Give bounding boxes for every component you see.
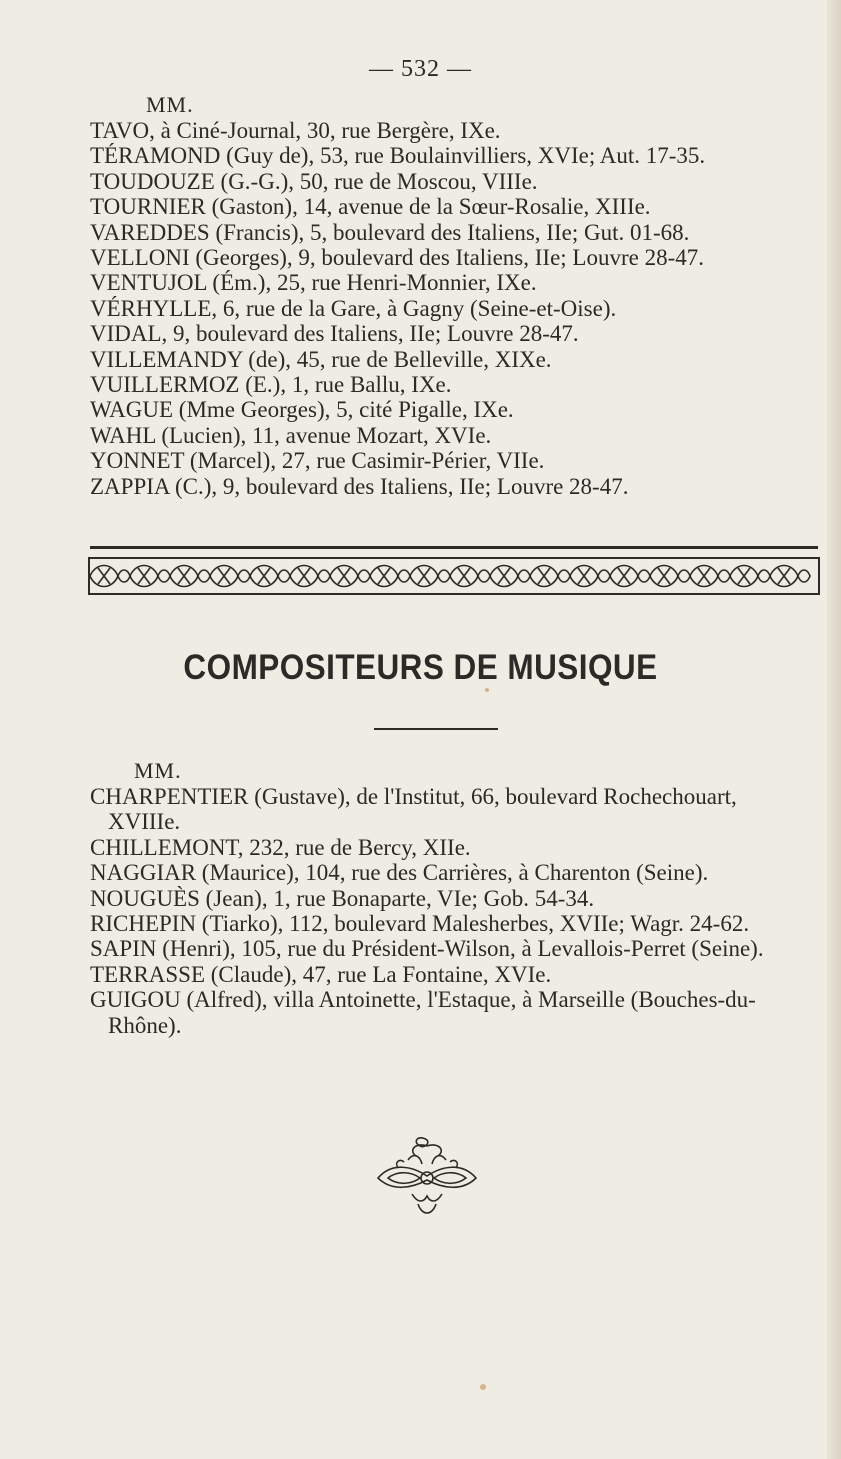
entry-text: NOUGUÈS (Jean), 1, rue Bonaparte, VIe; Gob. 54-34. xyxy=(90,885,595,911)
entry-text: SAPIN (Henri), 105, rue du Président-Wilson, à Levallois-Perret (Seine). xyxy=(90,936,764,962)
paper-spot xyxy=(480,1384,486,1390)
top-rule xyxy=(90,546,818,549)
directory-entry xyxy=(90,860,825,885)
page-number: — 532 — xyxy=(369,56,472,82)
directory-entry xyxy=(90,962,825,987)
directory-entry: ZAPPIA (C.), 9, boulevard des Italiens, IIe; Louvre 28-47. xyxy=(90,473,629,499)
directory-entry: TOUDOUZE (G.-G.), 50, rue de Moscou, VIIIe. xyxy=(90,168,538,194)
entry-text: TERRASSE (Claude), 47, rue La Fontaine, XVIe. xyxy=(90,961,552,987)
ornamental-border xyxy=(88,556,820,596)
page-edge xyxy=(827,0,841,1459)
directory-entry xyxy=(90,784,825,835)
entry-text: CHARPENTIER (Gustave), de l'Institut, 66, boulevard Rochechouart, xyxy=(90,784,737,809)
directory-entry xyxy=(90,936,825,961)
directory-entry: VÉRHYLLE, 6, rue de la Gare, à Gagny (Seine-et-Oise). xyxy=(90,295,617,321)
heading-underline xyxy=(374,728,498,730)
paper-spot xyxy=(485,688,489,692)
directory-entry: WAGUE (Mme Georges), 5, cité Pigalle, IXe. xyxy=(90,397,514,423)
critics-list xyxy=(90,118,825,499)
directory-entry xyxy=(90,835,825,860)
entry-text: NAGGIAR (Maurice), 104, rue des Carrières, à Charenton (Seine). xyxy=(90,860,709,886)
directory-entry xyxy=(90,911,825,936)
directory-entry: VIDAL, 9, boulevard des Italiens, IIe; Louvre 28-47. xyxy=(90,321,579,347)
entry-continuation: XVIIIe. xyxy=(108,809,181,835)
directory-entry: TÉRAMOND (Guy de), 53, rue Boulainvilliers, XVIe; Aut. 17-35. xyxy=(90,143,706,169)
directory-entry: TOURNIER (Gaston), 14, avenue de la Sœur-Rosalie, XIIIe. xyxy=(90,194,651,220)
entry-text: RICHEPIN (Tiarko), 112, boulevard Malesherbes, XVIIe; Wagr. 24-62. xyxy=(90,911,750,937)
entry-text: CHILLEMONT, 232, rue de Bercy, XIIe. xyxy=(90,834,471,860)
composers-list xyxy=(90,784,825,1038)
directory-entry xyxy=(90,886,825,911)
entry-text: GUIGOU (Alfred), villa Antoinette, l'Estaque, à Marseille (Bouches-du- xyxy=(90,987,756,1013)
directory-entry: VENTUJOL (Ém.), 25, rue Henri-Monnier, IXe. xyxy=(90,270,537,296)
section2-prefix: MM. xyxy=(134,758,182,783)
directory-entry: VILLEMANDY (de), 45, rue de Belleville, XIXe. xyxy=(90,346,552,372)
directory-entry: WAHL (Lucien), 11, avenue Mozart, XVIe. xyxy=(90,422,492,448)
section1-prefix: MM. xyxy=(146,92,194,117)
directory-entry: TAVO, à Ciné-Journal, 30, rue Bergère, IXe. xyxy=(90,118,501,143)
directory-entry: YONNET (Marcel), 27, rue Casimir-Périer, VIIe. xyxy=(90,448,545,474)
directory-entry: VUILLERMOZ (E.), 1, rue Ballu, IXe. xyxy=(90,372,452,398)
directory-entry: VAREDDES (Francis), 5, boulevard des Italiens, IIe; Gut. 01-68. xyxy=(90,219,690,245)
floral-ornament xyxy=(368,1132,486,1222)
entry-continuation: Rhône). xyxy=(108,1012,182,1038)
section-heading: COMPOSITEURS DE MUSIQUE xyxy=(183,648,658,687)
directory-entry: VELLONI (Georges), 9, boulevard des Italiens, IIe; Louvre 28-47. xyxy=(90,245,704,271)
directory-entry xyxy=(90,987,825,1038)
